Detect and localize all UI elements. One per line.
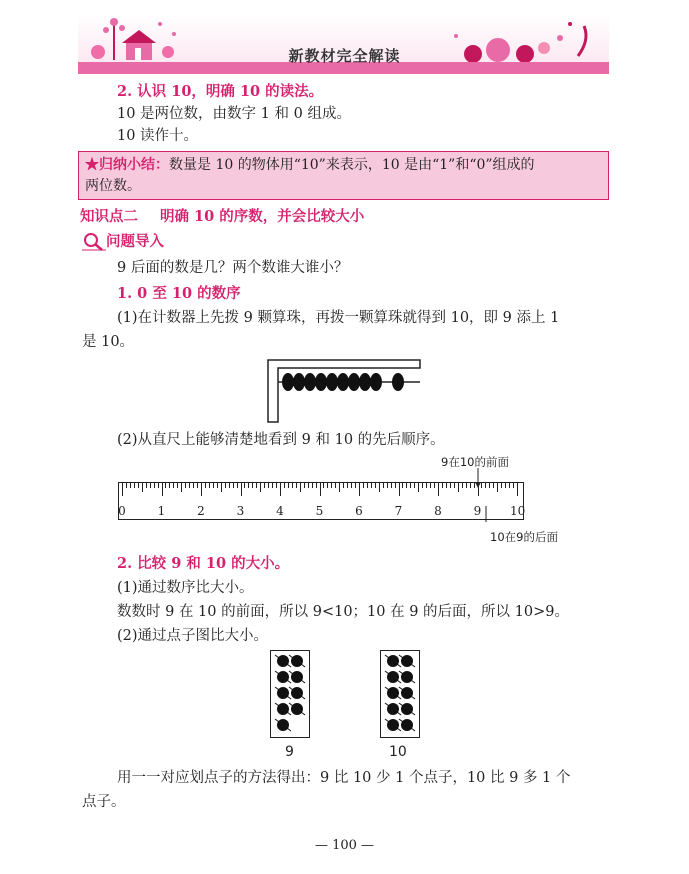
ruler-tick: [347, 482, 348, 488]
ruler-tick: [134, 482, 135, 488]
order-heading: 1. 0 至 10 的数序: [117, 285, 241, 302]
ruler-number: 9: [473, 504, 482, 518]
ruler-tick: [320, 482, 321, 496]
dot-card-nine: [270, 650, 310, 738]
header-title: 新教材完全解读: [288, 47, 401, 65]
ruler-tick: [122, 482, 123, 496]
ruler-tick: [343, 482, 344, 488]
ruler-tick: [446, 482, 447, 488]
ruler-tick: [193, 482, 194, 488]
order-step1-line1: (1)在计数器上先拨 9 颗算珠，再拨一颗算珠就得到 10，即 9 添上 1: [117, 310, 560, 326]
knowledge-point-label: [80, 207, 364, 227]
ruler-tick: [256, 482, 257, 488]
ruler-tick: [225, 482, 226, 488]
recognize-line-2: 10 读作十。: [117, 128, 199, 144]
ruler-tick: [517, 482, 518, 496]
ruler-number: 1: [157, 504, 166, 518]
magnifier-icon: [82, 232, 106, 252]
ruler-number: 0: [118, 504, 126, 518]
dot-card-ten: [380, 650, 420, 738]
ruler-tick: [158, 482, 159, 488]
ruler-tick: [268, 482, 269, 488]
ruler-tick: [410, 482, 411, 488]
ruler-tick: [280, 482, 281, 496]
ruler-tick: [399, 482, 400, 496]
ruler-tick: [316, 482, 317, 488]
ruler-tick: [466, 482, 467, 488]
ruler-tick: [430, 482, 431, 488]
order-step1-line2: 是 10。: [82, 334, 135, 350]
ruler-tick: [296, 482, 297, 488]
ruler-tick: [331, 482, 332, 488]
ruler-tick: [248, 482, 249, 488]
ruler-tick: [126, 482, 127, 488]
ruler-tick: [391, 482, 392, 488]
ruler-tick: [165, 482, 166, 488]
ruler-tick: [252, 482, 253, 488]
ruler-tick: [359, 482, 360, 496]
ruler-tick: [434, 482, 435, 488]
dot-card-label-nine: 9: [285, 744, 294, 760]
ruler-tick: [213, 482, 214, 488]
ruler-tick: [142, 482, 143, 492]
ruler-tick: [308, 482, 309, 488]
ruler-tick: [438, 482, 439, 496]
compare-step1-detail: 数数时 9 在 10 的前面，所以 9<10；10 在 9 的后面，所以 10>9。: [117, 604, 569, 620]
summary-label: ★归纳小结：: [85, 157, 169, 173]
summary-text-2: 两位数。: [85, 178, 141, 194]
ruler-tick: [138, 482, 139, 488]
ruler-tick: [379, 482, 380, 492]
ruler-tick: [221, 482, 222, 492]
ruler-tick: [197, 482, 198, 488]
ruler-tick: [383, 482, 384, 488]
ruler-tick: [422, 482, 423, 488]
ruler-tick: [181, 482, 182, 492]
ruler-tick: [497, 482, 498, 492]
ruler-tick: [205, 482, 206, 488]
ruler-tick: [237, 482, 238, 488]
ruler-tick: [233, 482, 234, 488]
ruler-tick: [371, 482, 372, 488]
summary-box: [78, 151, 609, 200]
ruler-tick: [264, 482, 265, 488]
ruler-annotation-bottom: 10在9的后面: [490, 530, 558, 544]
ruler-annotation-arrows: [470, 466, 488, 526]
ruler-tick: [426, 482, 427, 488]
dot-grid-nine: [271, 651, 309, 737]
ruler-tick: [402, 482, 403, 488]
ruler-tick: [418, 482, 419, 492]
ruler-tick: [272, 482, 273, 488]
ruler-tick: [209, 482, 210, 488]
ruler-tick: [442, 482, 443, 488]
knowledge-point-number: 知识点二: [80, 208, 138, 225]
summary-text-1: 数量是 10 的物体用“10”来表示，10 是由“1”和“0”组成的: [169, 157, 535, 173]
ruler-number: 5: [315, 504, 324, 518]
ruler-tick: [355, 482, 356, 488]
ruler-tick: [363, 482, 364, 488]
ruler-tick: [201, 482, 202, 496]
ruler-annotation-top: 9在10的前面: [441, 455, 509, 469]
ruler-tick: [509, 482, 510, 488]
ruler-tick: [229, 482, 230, 488]
ruler-tick: [162, 482, 163, 496]
ruler-tick: [327, 482, 328, 488]
ruler-tick: [150, 482, 151, 488]
ruler-tick: [323, 482, 324, 488]
ruler-tick: [276, 482, 277, 488]
ruler-ticks: [118, 482, 526, 520]
ruler-tick: [414, 482, 415, 488]
ruler-tick: [130, 482, 131, 488]
ruler-tick: [395, 482, 396, 488]
ruler-tick: [244, 482, 245, 488]
conclusion-line-1: 用一一对应划点子的方法得出：9 比 10 少 1 个点子，10 比 9 多 1 个: [117, 770, 571, 786]
ruler-tick: [513, 482, 514, 488]
compare-step1: (1)通过数序比大小。: [117, 580, 254, 596]
ruler-tick: [217, 482, 218, 488]
question-intro-label: 问题导入: [106, 233, 164, 250]
ruler-tick: [462, 482, 463, 488]
question-text: 9 后面的数是几？两个数谁大谁小？: [117, 260, 349, 276]
ruler-tick: [312, 482, 313, 488]
ruler-number: 4: [276, 504, 284, 518]
dot-grid-ten: [381, 651, 419, 737]
ruler-tick: [169, 482, 170, 488]
ruler-number: 8: [434, 504, 442, 518]
ruler-tick: [288, 482, 289, 488]
ruler-tick: [375, 482, 376, 488]
ruler-number: 2: [197, 504, 205, 518]
ruler-tick: [406, 482, 407, 488]
ruler-tick: [185, 482, 186, 488]
section-heading-recognize: 2. 认识 10，明确 10 的读法。: [117, 83, 324, 100]
ruler-tick: [146, 482, 147, 488]
ruler-tick: [300, 482, 301, 492]
ruler-tick: [154, 482, 155, 488]
ruler-tick: [493, 482, 494, 488]
ruler-tick: [505, 482, 506, 488]
ruler-tick: [501, 482, 502, 488]
ruler-tick: [489, 482, 490, 488]
conclusion-line-2: 点子。: [82, 794, 126, 810]
page-number: — 100 —: [314, 838, 375, 853]
ruler-number: 3: [236, 504, 245, 518]
order-step2: (2)从直尺上能够清楚地看到 9 和 10 的先后顺序。: [117, 432, 445, 448]
ruler-tick: [260, 482, 261, 492]
ruler-tick: [450, 482, 451, 488]
ruler-number: 6: [355, 504, 363, 518]
knowledge-point-title: 明确 10 的序数，并会比较大小: [160, 208, 365, 225]
ruler-tick: [189, 482, 190, 488]
ruler-tick: [454, 482, 455, 488]
abacus-diagram: [266, 358, 424, 424]
ruler-number: 10: [510, 504, 526, 518]
ruler-tick: [173, 482, 174, 488]
ruler-tick: [292, 482, 293, 488]
recognize-line-1: 10 是两位数，由数字 1 和 0 组成。: [117, 106, 351, 122]
dot-card-label-ten: 10: [389, 744, 407, 760]
ruler-tick: [241, 482, 242, 496]
ruler-tick: [177, 482, 178, 488]
ruler-tick: [351, 482, 352, 488]
ruler-tick: [335, 482, 336, 488]
ruler-tick: [458, 482, 459, 492]
ruler-tick: [387, 482, 388, 488]
ruler-tick: [284, 482, 285, 488]
compare-step2: (2)通过点子图比大小。: [117, 628, 269, 644]
ruler-tick: [304, 482, 305, 488]
ruler-number: 7: [394, 504, 403, 518]
compare-heading: 2. 比较 9 和 10 的大小。: [117, 555, 290, 572]
ruler-tick: [367, 482, 368, 488]
ruler-tick: [339, 482, 340, 492]
